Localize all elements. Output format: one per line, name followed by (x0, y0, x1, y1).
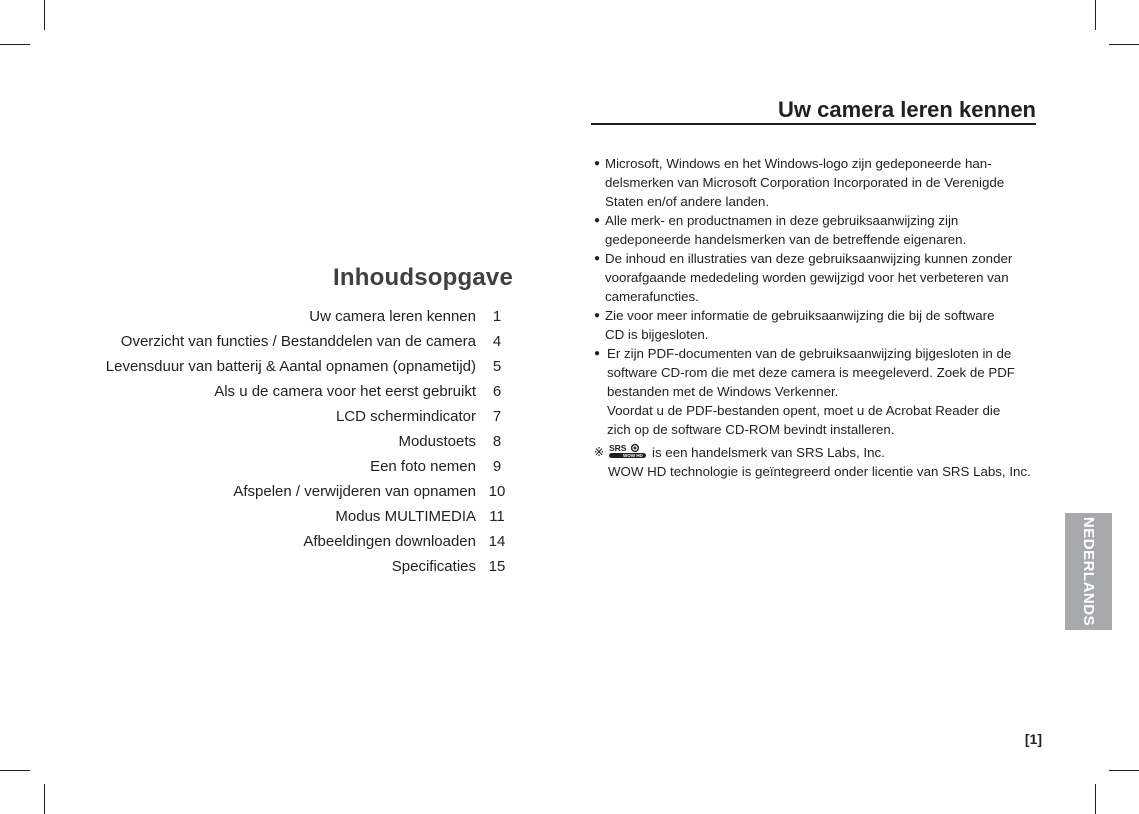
note-line: delsmerken van Microsoft Corporation Incorporated in de Verenigde (605, 175, 1005, 190)
toc-entry-page: 11 (489, 508, 505, 525)
toc-entry-label: LCD schermindicator (335, 408, 476, 425)
note-line: Microsoft, Windows en het Windows-logo zijn gedeponeerde han- (605, 156, 992, 171)
note-item (594, 211, 1039, 249)
toc-entry-page: 10 (488, 483, 506, 500)
toc-entry-label: Modustoets (398, 433, 476, 450)
toc-entry (60, 329, 520, 354)
crop-mark (1095, 0, 1096, 30)
note-item (594, 249, 1039, 306)
crop-mark (1109, 770, 1139, 771)
note-line: software CD-rom die met deze camera is meegeleverd. Zoek de PDF (607, 365, 1015, 380)
note-line: Zie voor meer informatie de gebruiksaanwijzing die bij de software (605, 308, 995, 323)
toc-entry (60, 404, 520, 429)
bullet-icon: ● (594, 253, 601, 264)
toc-entry-label: Modus MULTIMEDIA (335, 508, 476, 525)
toc-entry-label: Als u de camera voor het eerst gebruikt (214, 383, 476, 400)
trademark-line-1 (608, 443, 1039, 462)
note-line: CD is bijgesloten. (605, 327, 709, 342)
bullet-icon: ● (594, 310, 601, 321)
toc-entry-label: Afbeeldingen downloaden (303, 533, 476, 550)
toc-entry (60, 454, 520, 479)
crop-mark (1109, 44, 1139, 45)
toc-entry (60, 529, 520, 554)
wow-hd-logo-text: WOW HD (623, 453, 643, 459)
toc-entry (60, 554, 520, 579)
toc-entry (60, 354, 520, 379)
toc-entry-label: Levensduur van batterij & Aantal opnamen (opnametijd) (105, 358, 476, 375)
note-line: bestanden met de Windows Verkenner. (607, 384, 839, 399)
toc-entry-page: 4 (492, 333, 502, 350)
note-line: gedeponeerde handelsmerken van de betreffende eigenaren. (605, 232, 967, 247)
crop-mark (1095, 784, 1096, 814)
note-item (594, 154, 1039, 211)
toc-entry-label: Afspelen / verwijderen van opnamen (233, 483, 476, 500)
toc-entry-page: 8 (492, 433, 502, 450)
note-line: Staten en/of andere landen. (605, 194, 770, 209)
note-line: voorafgaande mededeling worden gewijzigd voor het verbeteren van (605, 270, 1009, 285)
bullet-icon: ● (594, 158, 601, 169)
crop-mark (44, 784, 45, 814)
note-line: camerafuncties. (605, 289, 699, 304)
toc-list (60, 304, 520, 579)
toc-entry-label: Uw camera leren kennen (309, 308, 476, 325)
trademark-text-1: is een handelsmerk van SRS Labs, Inc. (652, 445, 885, 460)
note-line: Er zijn PDF-documenten van de gebruiksaanwijzing bijgesloten in de (607, 346, 1012, 361)
toc-entry-page: 1 (492, 308, 502, 325)
srs-wow-hd-logo-icon (608, 443, 648, 461)
trademark-note (594, 443, 1039, 481)
crop-mark (44, 0, 45, 30)
section-divider (591, 123, 1036, 125)
toc-entry-label: Een foto nemen (370, 458, 476, 475)
reference-mark: ※ (594, 445, 605, 459)
page-number: [1] (1024, 731, 1042, 747)
toc-entry-page: 6 (492, 383, 502, 400)
crop-mark (0, 44, 30, 45)
note-line: zich op de software CD-ROM bevindt installeren. (607, 422, 895, 437)
bullet-icon: ● (594, 348, 601, 359)
toc-entry (60, 479, 520, 504)
toc-entry-label: Overzicht van functies / Bestanddelen van de camera (120, 333, 476, 350)
toc-entry-label: Specificaties (391, 558, 476, 575)
notes-list (594, 154, 1039, 481)
section-title: Uw camera leren kennen (777, 97, 1036, 122)
bullet-icon: ● (594, 215, 601, 226)
toc-title: Inhoudsopgave (333, 264, 513, 291)
toc-entry (60, 429, 520, 454)
note-line: Alle merk- en productnamen in deze gebruiksaanwijzing zijn (605, 213, 959, 228)
toc-entry-page: 15 (488, 558, 506, 575)
note-line: De inhoud en illustraties van deze gebruiksaanwijzing kunnen zonder (605, 251, 1013, 266)
toc-entry (60, 379, 520, 404)
trademark-text-2: WOW HD technologie is geïntegreerd onder licentie van SRS Labs, Inc. (608, 464, 1031, 479)
toc-entry (60, 504, 520, 529)
toc-entry-page: 9 (492, 458, 502, 475)
toc-entry (60, 304, 520, 329)
crop-mark (0, 770, 30, 771)
toc-entry-page: 7 (492, 408, 502, 425)
toc-entry-page: 14 (488, 533, 506, 550)
srs-logo-text: SRS (609, 443, 627, 453)
language-tab-label: NEDERLANDS (1080, 516, 1097, 627)
note-line: Voordat u de PDF-bestanden opent, moet u de Acrobat Reader die (607, 403, 1001, 418)
note-item (594, 344, 1039, 439)
note-item (594, 306, 1039, 344)
language-tab (1065, 513, 1112, 630)
toc-entry-page: 5 (492, 358, 502, 375)
